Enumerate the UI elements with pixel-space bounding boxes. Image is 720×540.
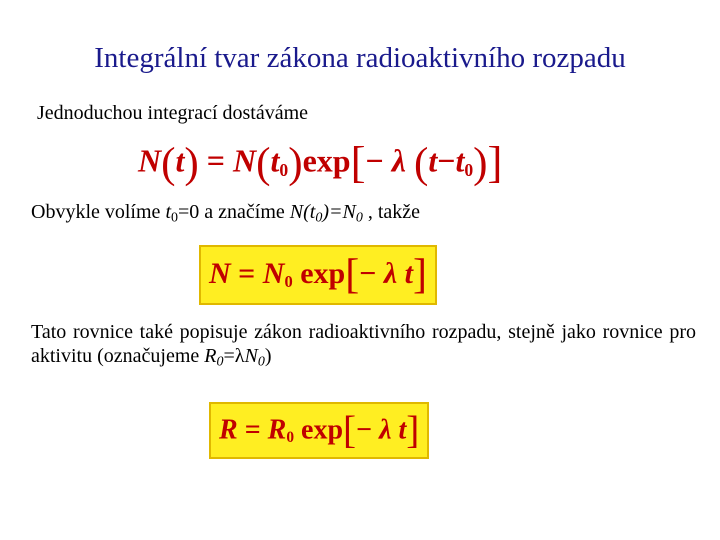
eq2-n: N [209,256,231,290]
eq1-exp: exp [302,142,351,179]
activity-r: R [204,345,217,367]
activity-text-a: Tato rovnice také popisuje zákon radioaktivního rozpadu, stejně jako rovnice pro aktivitu (označujeme [31,321,696,367]
activity-sub0: 0 [216,354,224,370]
activity-n: N [244,345,258,367]
activity-sub1: 0 [257,354,265,370]
activity-law-box: $R = R_0$ exp[− λ t] [209,402,429,459]
condition-text-a: Obvykle volíme [31,201,166,223]
eq1-equals: = [206,142,226,179]
eq3-equals: = [244,414,261,446]
eq3-t: t [398,414,407,446]
condition-c: )=N [322,201,356,223]
eq2-exp: exp [300,256,346,290]
eq1-lhs: N [138,142,162,179]
eq3-exp: exp [301,414,344,446]
eq1-minus: − [365,142,384,179]
eq1-t2: t [428,142,438,179]
condition-n: N(t [289,201,316,223]
condition-sub2: 0 [355,210,363,226]
activity-lambda: λ [234,345,245,367]
eq3-r: R [219,414,238,446]
decay-law-box: $N = N_0$ exp[− λ t] [199,245,437,305]
activity-close: ) [264,345,272,367]
eq3-lambda: λ [379,414,392,446]
condition-sub0: 0 [171,210,178,226]
eq3-r0: R [267,414,287,446]
eq2-minus: − [359,256,377,290]
integral-equation: $N(t) = N(t_0)\exp[- \lambda$ $(t-t_0)$] [138,137,503,187]
condition-sub1: 0 [315,210,323,226]
eq1-minus2: − [437,142,456,179]
eq2-equals: = [238,256,256,290]
eq1-t: t [175,142,185,179]
eq1-n: N [233,142,257,179]
eq1-sub0: 0 [279,160,289,181]
eq2-n0: N [262,256,285,290]
intro-text: Jednoduchou integrací dostáváme [37,102,309,124]
eq1-t3: t [455,142,465,179]
condition-t: t [165,201,171,223]
page-title: Integrální tvar zákona radioaktivního rozpadu [94,42,626,74]
eq3-sub0: 0 [286,429,295,447]
eq1-sub1: 0 [464,160,474,181]
activity-text [31,320,696,375]
eq2-lambda: λ [383,256,398,290]
eq2-t: t [404,256,413,290]
eq1-t0: t [270,142,280,179]
condition-text-d: , takže [362,201,421,223]
eq3-minus: − [356,414,373,446]
eq2-sub0: 0 [284,272,293,292]
condition-text [31,200,420,231]
eq1-lambda: λ [391,142,406,179]
condition-text-b: =0 a značíme [178,201,290,223]
activity-eq: = [223,345,235,367]
